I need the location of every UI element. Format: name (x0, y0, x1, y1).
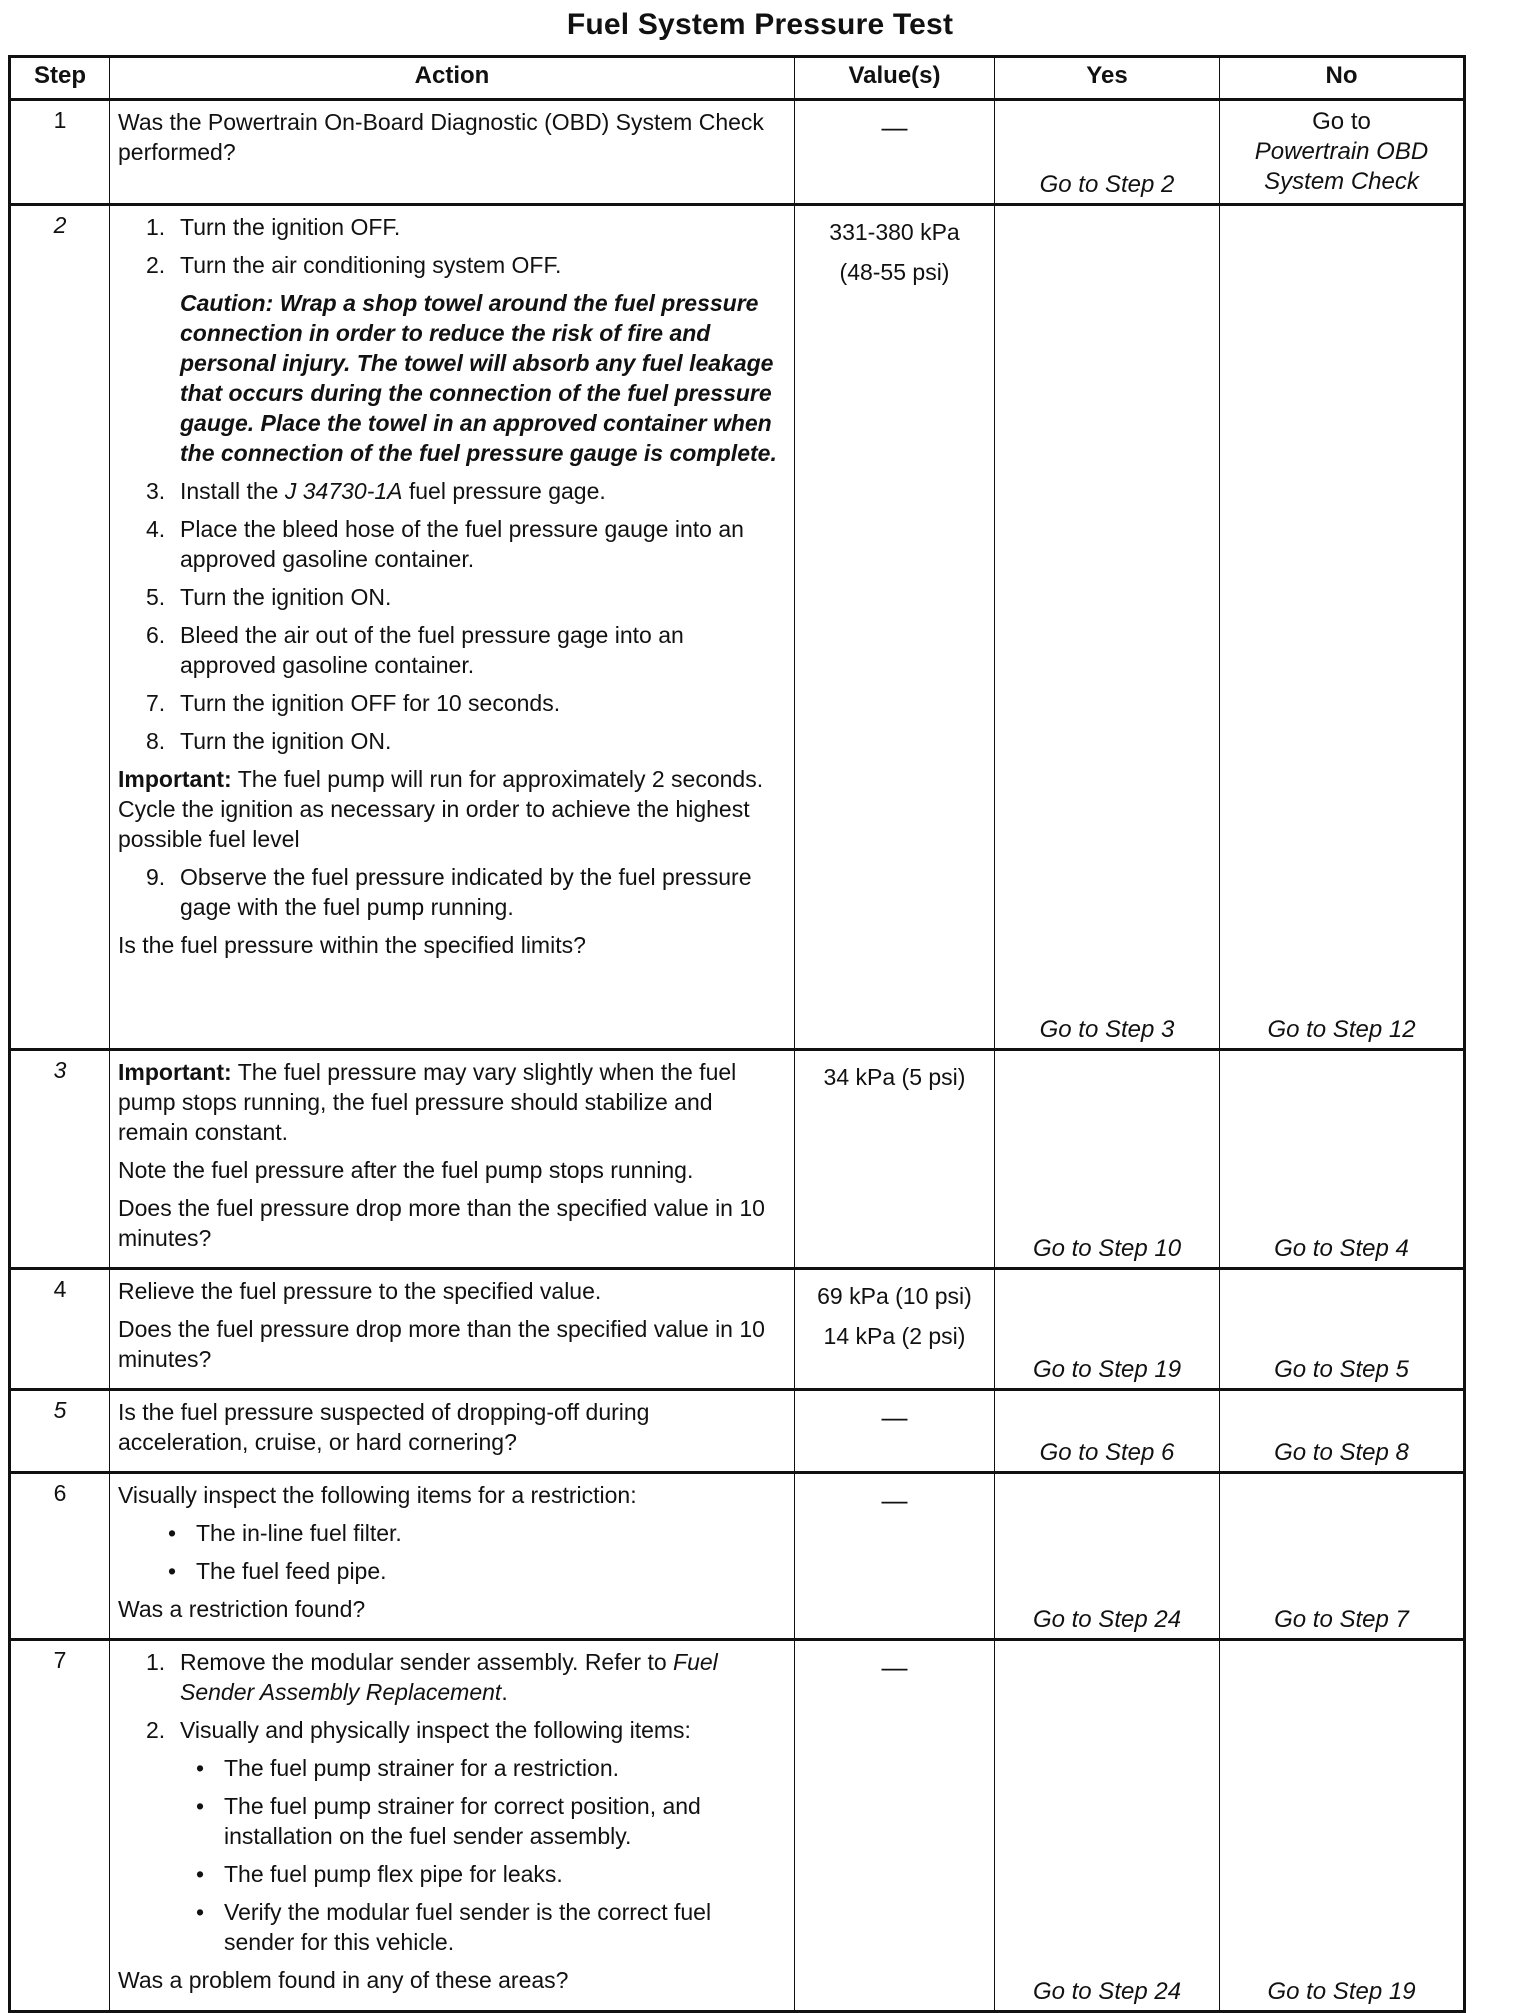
no-cell (1220, 100, 1465, 205)
value-cell (795, 1473, 995, 1640)
value-line1: 69 kPa (10 psi) (817, 1283, 972, 1309)
yes-cell (995, 1640, 1220, 2012)
important-note: Important: The fuel pressure may vary slightly when the fuel pump stops running, the fuel pressure should stabilize and remain constant. (118, 1059, 737, 1145)
important-note: Important: The fuel pump will run for approximately 2 seconds. Cycle the ignition as necessary in order to achieve the highest possible fuel level (118, 766, 764, 852)
table-row-step-2 (10, 205, 1465, 1050)
value-cell (795, 1269, 995, 1390)
step-number: 2 (10, 205, 110, 1050)
value-dash: — (881, 1402, 908, 1432)
no-cell (1220, 1473, 1465, 1640)
action-question: Does the fuel pressure drop more than the specified value in 10 minutes? (118, 1195, 765, 1251)
action-cell (110, 1473, 795, 1640)
yes-answer: Go to Step 24 (1032, 1978, 1182, 2005)
no-answer: Go to Step 19 (1267, 1978, 1416, 2005)
list-item: 8. Turn the ignition ON. (146, 728, 392, 754)
action-cell (110, 205, 795, 1050)
value-cell (795, 1050, 995, 1269)
action-question: Is the fuel pressure within the specified limits? (118, 932, 586, 958)
list-item: 9. Observe the fuel pressure indicated by the fuel pressure gage with the fuel pump running. (146, 864, 752, 920)
list-item: 1. Remove the modular sender assembly. Refer to Fuel Sender Assembly Replacement. (146, 1649, 718, 1705)
action-question: Is the fuel pressure suspected of dropping-off during acceleration, cruise, or hard cornering? (118, 1399, 650, 1455)
no-cell (1220, 1050, 1465, 1269)
yes-answer: Go to Step 3 (1039, 1016, 1175, 1043)
value-line1: 331-380 kPa (829, 219, 960, 245)
yes-cell (995, 1050, 1220, 1269)
yes-cell (995, 100, 1220, 205)
list-item: 4. Place the bleed hose of the fuel pressure gauge into an approved gasoline container. (146, 516, 744, 572)
procedure-reference: Fuel Sender Assembly Replacement (180, 1649, 718, 1705)
header-values: Value(s) (795, 57, 995, 100)
action-cell (110, 1390, 795, 1473)
action-question: Does the fuel pressure drop more than the specified value in 10 minutes? (118, 1316, 765, 1372)
list-item: • The in-line fuel filter. (168, 1520, 402, 1546)
action-question: Was a problem found in any of these areas? (118, 1967, 569, 1993)
list-item: • The fuel pump strainer for correct position, and installation on the fuel sender assembly. (196, 1793, 701, 1849)
header-yes: Yes (995, 57, 1220, 100)
yes-cell (995, 1390, 1220, 1473)
list-item: 5. Turn the ignition ON. (146, 584, 392, 610)
list-item: 2. Visually and physically inspect the following items: (146, 1717, 691, 1743)
value-cell (795, 1390, 995, 1473)
value-line1: 34 kPa (5 psi) (823, 1064, 966, 1090)
table-row-step-3 (10, 1050, 1465, 1269)
diagnostic-table (8, 55, 1466, 2013)
action-cell (110, 100, 795, 205)
step-number: 7 (10, 1640, 110, 2012)
yes-answer: Go to Step 10 (1032, 1235, 1182, 1262)
value-cell (795, 205, 995, 1050)
no-cell (1220, 205, 1465, 1050)
header-no: No (1220, 57, 1465, 100)
step-number: 3 (10, 1050, 110, 1269)
no-answer-line3: System Check (1264, 168, 1419, 195)
no-answer: Go to Step 7 (1274, 1606, 1409, 1633)
action-question: Was the Powertrain On-Board Diagnostic (OBD) System Check performed? (118, 109, 764, 165)
document-title: Fuel System Pressure Test (566, 8, 954, 41)
list-item: • The fuel pump flex pipe for leaks. (196, 1861, 563, 1887)
action-cell (110, 1050, 795, 1269)
caution-note: Caution: Wrap a shop towel around the fuel pressure connection in order to reduce the risk of fire and personal injury. The towel will absorb any fuel leakage that occurs during the connection of the fuel pressure gauge. Place the towel in an approved container when the connection of the fuel pressure gauge is complete. (180, 290, 777, 466)
action-cell (110, 1640, 795, 2012)
value-dash: — (881, 1652, 908, 1682)
value-cell (795, 100, 995, 205)
table-row-step-1 (10, 100, 1465, 205)
list-item: 6. Bleed the air out of the fuel pressure gage into an approved gasoline container. (146, 622, 684, 678)
yes-answer: Go to Step 6 (1039, 1439, 1175, 1466)
table-row-step-6 (10, 1473, 1465, 1640)
no-answer: Go to Step 12 (1267, 1016, 1416, 1043)
value-dash: — (881, 1485, 908, 1515)
list-item: 3. Install the J 34730-1A fuel pressure gage. (146, 478, 606, 504)
action-note: Note the fuel pressure after the fuel pump stops running. (118, 1157, 694, 1183)
no-cell (1220, 1269, 1465, 1390)
no-cell (1220, 1640, 1465, 2012)
no-answer-line1: Go to (1312, 108, 1371, 135)
list-item: • The fuel feed pipe. (168, 1558, 387, 1584)
value-line2: 14 kPa (2 psi) (823, 1323, 966, 1349)
list-item: 1. Turn the ignition OFF. (146, 214, 401, 240)
yes-answer: Go to Step 24 (1032, 1606, 1182, 1633)
value-line2: (48-55 psi) (839, 259, 950, 285)
step-number: 4 (10, 1269, 110, 1390)
table-row-step-5 (10, 1390, 1465, 1473)
yes-answer: Go to Step 2 (1039, 171, 1175, 198)
step-number: 6 (10, 1473, 110, 1640)
value-cell (795, 1640, 995, 2012)
no-answer-line2: Powertrain OBD (1254, 138, 1429, 165)
value-dash: — (881, 112, 908, 142)
step-number: 1 (10, 100, 110, 205)
action-question: Was a restriction found? (118, 1596, 366, 1622)
no-answer (1228, 107, 1455, 197)
header-step: Step (10, 57, 110, 100)
yes-answer: Go to Step 19 (1032, 1356, 1182, 1383)
table-header-row (10, 57, 1465, 100)
list-item: 7. Turn the ignition OFF for 10 seconds. (146, 690, 561, 716)
no-cell (1220, 1390, 1465, 1473)
no-answer: Go to Step 4 (1274, 1235, 1409, 1262)
action-cell (110, 1269, 795, 1390)
table-row-step-4 (10, 1269, 1465, 1390)
yes-cell (995, 205, 1220, 1050)
no-answer: Go to Step 5 (1274, 1356, 1409, 1383)
header-action: Action (110, 57, 795, 100)
action-text: Visually inspect the following items for a restriction: (118, 1482, 637, 1508)
yes-cell (995, 1473, 1220, 1640)
step-number: 5 (10, 1390, 110, 1473)
yes-cell (995, 1269, 1220, 1390)
no-answer: Go to Step 8 (1274, 1439, 1409, 1466)
list-item: • Verify the modular fuel sender is the correct fuel sender for this vehicle. (196, 1899, 712, 1955)
list-item: 2. Turn the air conditioning system OFF. (146, 252, 562, 278)
table-row-step-7 (10, 1640, 1465, 2012)
list-item: • The fuel pump strainer for a restriction. (196, 1755, 619, 1781)
action-text: Relieve the fuel pressure to the specified value. (118, 1278, 602, 1304)
tool-reference: J 34730-1A (284, 478, 403, 504)
